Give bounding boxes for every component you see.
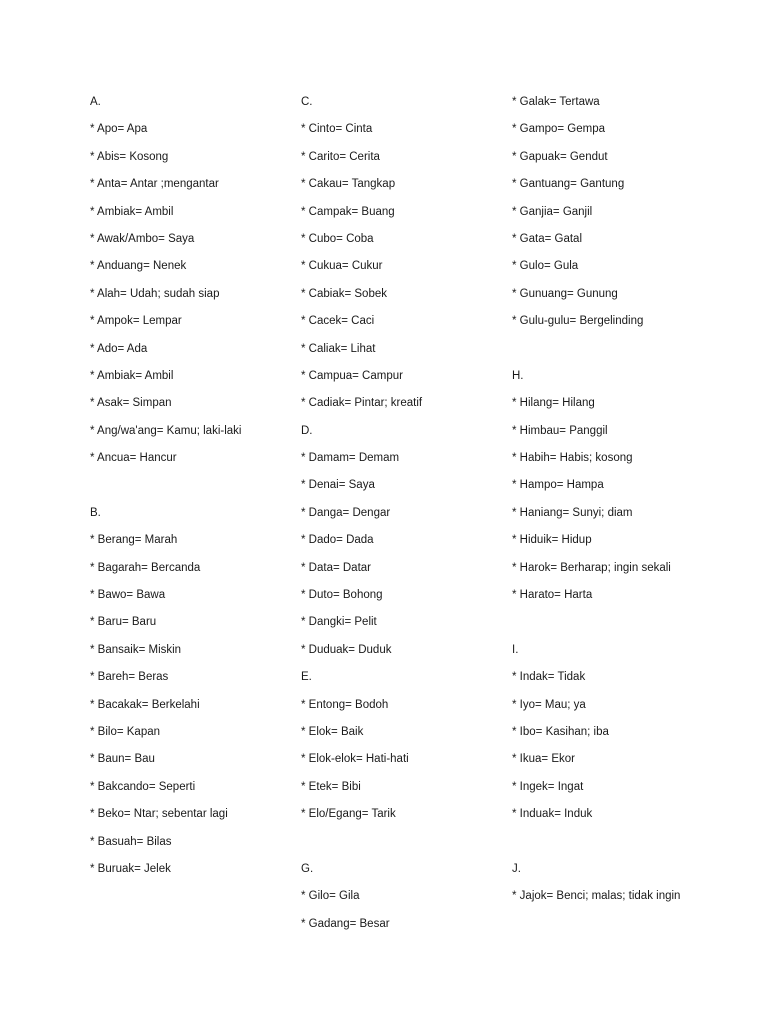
vocabulary-entry: * Ikua= Ekor (512, 753, 575, 766)
vocabulary-entry: * Entong= Bodoh (301, 698, 389, 711)
vocabulary-entry: * Awak/Ambo= Saya (90, 232, 195, 245)
vocabulary-entry: * Bilo= Kapan (90, 725, 161, 738)
section-heading: G. (301, 862, 314, 875)
vocabulary-entry: * Gata= Gatal (512, 232, 582, 245)
vocabulary-entry: * Hampo= Hampa (512, 479, 604, 492)
vocabulary-entry: * Elok= Baik (301, 725, 364, 738)
column-2 (301, 93, 501, 942)
section-heading: C. (301, 96, 313, 108)
vocabulary-entry: * Indak= Tidak (512, 671, 586, 684)
vocabulary-entry: * Carito= Cerita (301, 150, 380, 163)
vocabulary-entry: * Ambiak= Ambil (90, 205, 174, 218)
vocabulary-entry: * Iyo= Mau; ya (512, 698, 586, 711)
vocabulary-entry: * Ambiak= Ambil (90, 369, 174, 382)
vocabulary-entry: * Asak= Simpan (90, 397, 172, 410)
column-1 (90, 93, 290, 887)
vocabulary-entry: * Dado= Dada (301, 534, 374, 547)
vocabulary-entry: * Dangki= Pelit (301, 616, 377, 629)
vocabulary-entry: * Harok= Berharap; ingin sekali (512, 561, 671, 574)
vocabulary-entry: * Danga= Dengar (301, 506, 391, 519)
vocabulary-entry: * Gapuak= Gendut (512, 150, 608, 163)
vocabulary-entry: * Cabiak= Sobek (301, 287, 387, 300)
vocabulary-entry: * Baru= Baru (90, 616, 157, 629)
section-heading: B. (90, 506, 101, 519)
vocabulary-entry: * Damam= Demam (301, 452, 400, 465)
section-heading: D. (301, 424, 313, 437)
blank-line (512, 613, 682, 631)
vocabulary-entry: * Caliak= Lihat (301, 342, 376, 355)
section-heading: H. (512, 369, 524, 382)
vocabulary-entry: * Ibo= Kasihan; iba (512, 725, 609, 738)
vocabulary-entry: * Cakau= Tangkap (301, 178, 396, 191)
vocabulary-entry: * Bansaik= Miskin (90, 643, 182, 656)
blank-line (512, 340, 682, 358)
vocabulary-entry: * Jajok= Benci; malas; tidak ingin (512, 890, 681, 903)
vocabulary-entry: * Cinto= Cinta (301, 123, 373, 136)
section-heading: I. (512, 643, 519, 656)
section-heading: E. (301, 671, 312, 684)
vocabulary-entry: * Bareh= Beras (90, 671, 169, 684)
vocabulary-entry: * Induak= Induk (512, 808, 593, 821)
vocabulary-entry: * Campak= Buang (301, 205, 395, 218)
vocabulary-entry: * Bawo= Bawa (90, 589, 166, 602)
vocabulary-entry: * Beko= Ntar; sebentar lagi (90, 808, 228, 821)
vocabulary-entry: * Gulu-gulu= Bergelinding (512, 315, 644, 328)
vocabulary-entry: * Himbau= Panggil (512, 424, 608, 437)
vocabulary-entry: * Habih= Habis; kosong (512, 452, 633, 465)
vocabulary-entry: * Cukua= Cukur (301, 260, 383, 273)
vocabulary-entry: * Ganjia= Ganjil (512, 205, 593, 218)
section-heading: A. (90, 96, 101, 108)
vocabulary-entry: * Gampo= Gempa (512, 123, 606, 136)
vocabulary-entry: * Cadiak= Pintar; kreatif (301, 397, 423, 410)
vocabulary-entry: * Bakcando= Seperti (90, 780, 196, 793)
vocabulary-entry: * Ado= Ada (90, 342, 148, 355)
vocabulary-entry: * Berang= Marah (90, 534, 178, 547)
vocabulary-entry: * Bacakak= Berkelahi (90, 698, 200, 711)
vocabulary-entry: * Alah= Udah; sudah siap (90, 287, 220, 300)
vocabulary-entry: * Hilang= Hilang (512, 397, 595, 410)
vocabulary-entry: * Gadang= Besar (301, 917, 390, 930)
vocabulary-entry: * Ancua= Hancur (90, 452, 177, 465)
vocabulary-entry: * Etek= Bibi (301, 780, 361, 793)
vocabulary-entry: * Elok-elok= Hati-hati (301, 753, 409, 766)
vocabulary-entry: * Gunuang= Gunung (512, 287, 618, 300)
vocabulary-entry: * Ang/wa'ang= Kamu; laki-laki (90, 424, 242, 437)
section-heading: J. (512, 862, 521, 875)
column-3 (512, 93, 682, 915)
vocabulary-entry: * Cubo= Coba (301, 232, 374, 245)
vocabulary-entry: * Elo/Egang= Tarik (301, 808, 396, 821)
blank-line (90, 476, 290, 494)
vocabulary-entry: * Campua= Campur (301, 369, 403, 382)
vocabulary-entry: * Apo= Apa (90, 123, 148, 136)
vocabulary-entry: * Anta= Antar ;mengantar (90, 178, 219, 191)
vocabulary-entry: * Ingek= Ingat (512, 780, 584, 793)
vocabulary-entry: * Hiduik= Hidup (512, 534, 592, 547)
vocabulary-entry: * Galak= Tertawa (512, 96, 600, 108)
vocabulary-entry: * Baun= Bau (90, 753, 155, 766)
vocabulary-entry: * Duduak= Duduk (301, 643, 392, 656)
vocabulary-entry: * Bagarah= Bercanda (90, 561, 201, 574)
vocabulary-entry: * Buruak= Jelek (90, 862, 171, 875)
blank-line (301, 833, 501, 851)
vocabulary-entry: * Basuah= Bilas (90, 835, 172, 848)
vocabulary-entry: * Harato= Harta (512, 589, 593, 602)
vocabulary-entry: * Gantuang= Gantung (512, 178, 625, 191)
vocabulary-entry: * Ampok= Lempar (90, 315, 182, 328)
vocabulary-entry: * Abis= Kosong (90, 150, 169, 163)
vocabulary-entry: * Haniang= Sunyi; diam (512, 506, 633, 519)
vocabulary-entry: * Denai= Saya (301, 479, 375, 492)
vocabulary-entry: * Duto= Bohong (301, 589, 383, 602)
vocabulary-entry: * Anduang= Nenek (90, 260, 187, 273)
vocabulary-entry: * Gulo= Gula (512, 260, 579, 273)
vocabulary-entry: * Gilo= Gila (301, 890, 360, 903)
vocabulary-entry: * Cacek= Caci (301, 315, 375, 328)
blank-line (512, 833, 682, 851)
vocabulary-entry: * Data= Datar (301, 561, 371, 574)
